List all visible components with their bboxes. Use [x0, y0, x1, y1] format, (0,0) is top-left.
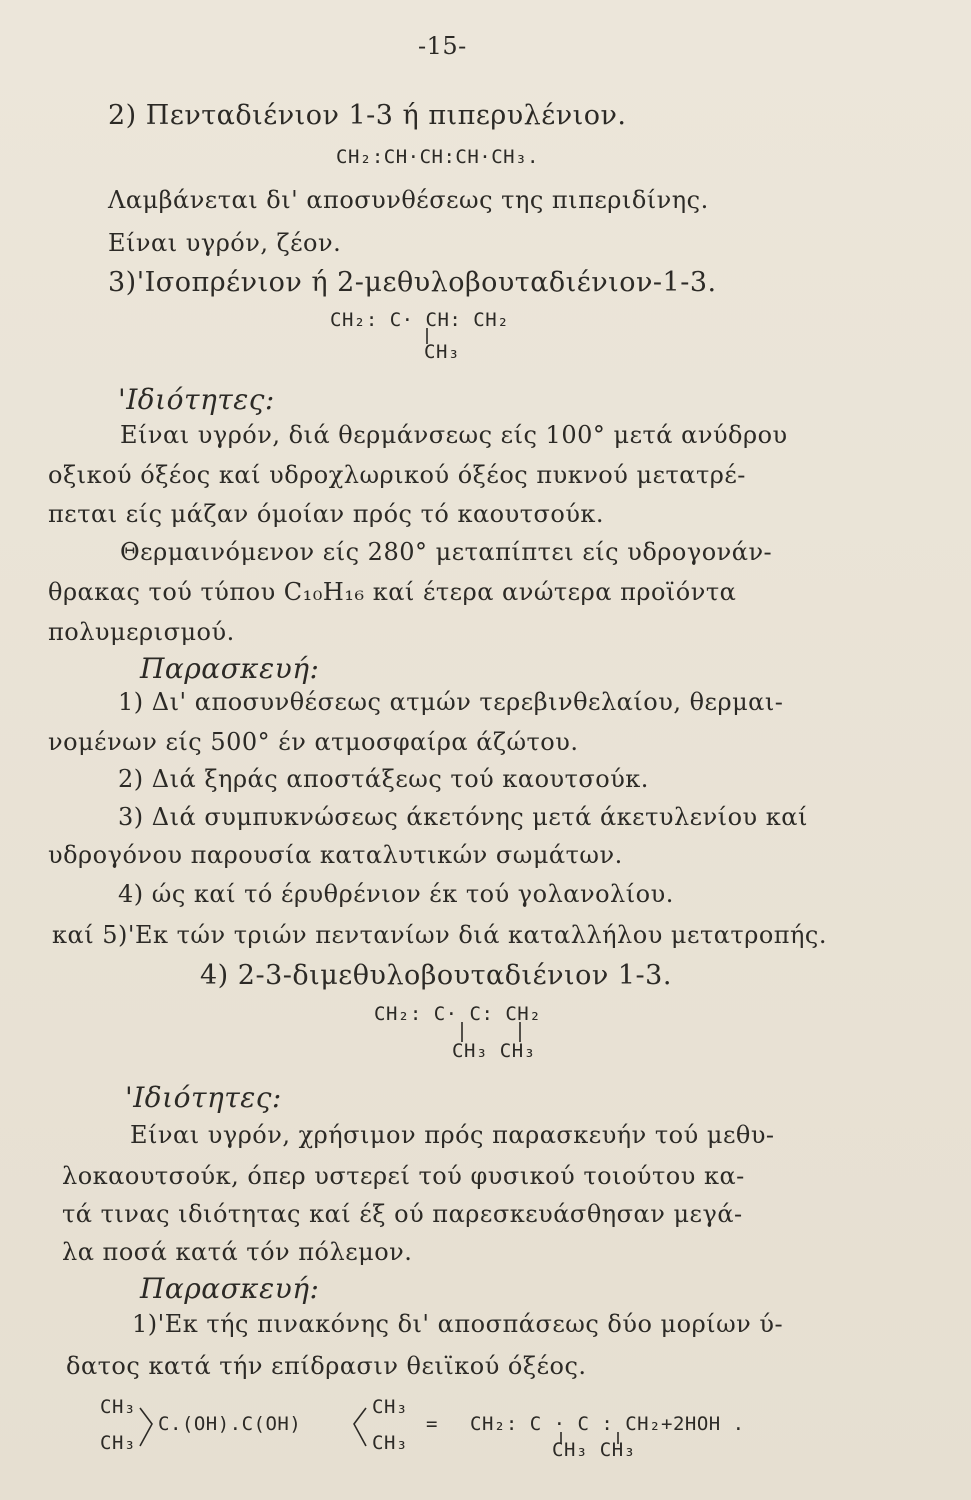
text-line: CH₂: C· CH: CH₂	[330, 309, 510, 331]
text-line: Είναι υγρόν, χρήσιμον πρός παρασκευήν τού μεθυ-	[130, 1121, 775, 1149]
text-line: 1)'Εκ τής πινακόνης δι' αποσπάσεως δύο μορίων ύ-	[132, 1310, 784, 1338]
text-line: CH₃	[372, 1432, 408, 1454]
text-line: 2) Πενταδιένιον 1-3 ή πιπερυλένιον.	[108, 100, 627, 131]
text-line: 2) Διά ξηράς αποστάξεως τού καουτσούκ.	[118, 765, 649, 793]
text-line: θρακας τού τύπου C₁₀H₁₆ καί έτερα ανώτερα προϊόντα	[48, 578, 737, 606]
text-line: 'Ιδιότητες:	[125, 1081, 282, 1114]
page-number: -15-	[418, 32, 467, 60]
text-line: 4) 2-3-διμεθυλοβουταδιένιον 1-3.	[200, 960, 672, 991]
text-line: Λαμβάνεται δι' αποσυνθέσεως της πιπεριδίνης.	[108, 186, 709, 214]
text-line: 3) Διά συμπυκνώσεως άκετόνης μετά άκετυλενίου καί	[118, 803, 808, 831]
text-line: CH₃	[424, 341, 460, 363]
text-line: CH₃	[100, 1396, 136, 1418]
text-line: CH₂: C· C: CH₂	[374, 1003, 542, 1025]
text-line: Θερμαινόμενον είς 280° μεταπίπτει είς υδρογονάν-	[120, 538, 773, 566]
text-line: νομένων είς 500° έν ατμοσφαίρα άζώτου.	[48, 728, 579, 756]
text-line: Είναι υγρόν, ζέον.	[108, 229, 342, 257]
text-line: πολυμερισμού.	[48, 618, 235, 646]
text-line: υδρογόνου παρουσία καταλυτικών σωμάτων.	[48, 841, 623, 869]
text-line: 4) ώς καί τό έρυθρένιον έκ τού γολανολίου.	[118, 880, 674, 908]
text-line: 'Ιδιότητες:	[118, 383, 275, 416]
text-line: δατος κατά τήν επίδρασιν θειϊκού όξέος.	[66, 1352, 587, 1380]
text-line: CH₃ CH₃	[452, 1040, 536, 1062]
text-line: =	[426, 1413, 438, 1435]
text-line: οξικού όξέος καί υδροχλωρικού όξέος πυκνού μετατρέ-	[48, 461, 746, 489]
text-line: Παρασκευή:	[140, 1272, 320, 1305]
text-line: C.(OH).C(OH)	[158, 1413, 302, 1435]
text-line: CH₃	[372, 1396, 408, 1418]
text-line: λοκαουτσούκ, όπερ υστερεί τού φυσικού τοιούτου κα-	[62, 1162, 745, 1190]
text-line: Παρασκευή:	[140, 652, 320, 685]
text-line: CH₂:CH·CH:CH·CH₃.	[336, 146, 539, 168]
text-line: λα ποσά κατά τόν πόλεμον.	[62, 1238, 413, 1266]
text-line: Είναι υγρόν, διά θερμάνσεως είς 100° μετά ανύδρου	[120, 421, 788, 449]
text-line: CH₃	[100, 1432, 136, 1454]
text-line: 1) Δι' αποσυνθέσεως ατμών τερεβινθελαίου, θερμαι-	[118, 688, 784, 716]
text-line: CH₂: C · C : CH₂+2HOH .	[470, 1413, 745, 1435]
text-line: CH₃ CH₃	[552, 1439, 636, 1461]
text-line: πεται είς μάζαν όμοίαν πρός τό καουτσούκ.	[48, 500, 605, 528]
text-line: 3)'Ισοπρένιον ή 2-μεθυλοβουταδιένιον-1-3.	[108, 267, 717, 298]
text-line: καί 5)'Εκ τών τριών πεντανίων διά καταλλήλου μετατροπής.	[52, 921, 827, 949]
text-line: τά τινας ιδιότητας καί έξ ού παρεσκευάσθησαν μεγά-	[62, 1200, 743, 1228]
